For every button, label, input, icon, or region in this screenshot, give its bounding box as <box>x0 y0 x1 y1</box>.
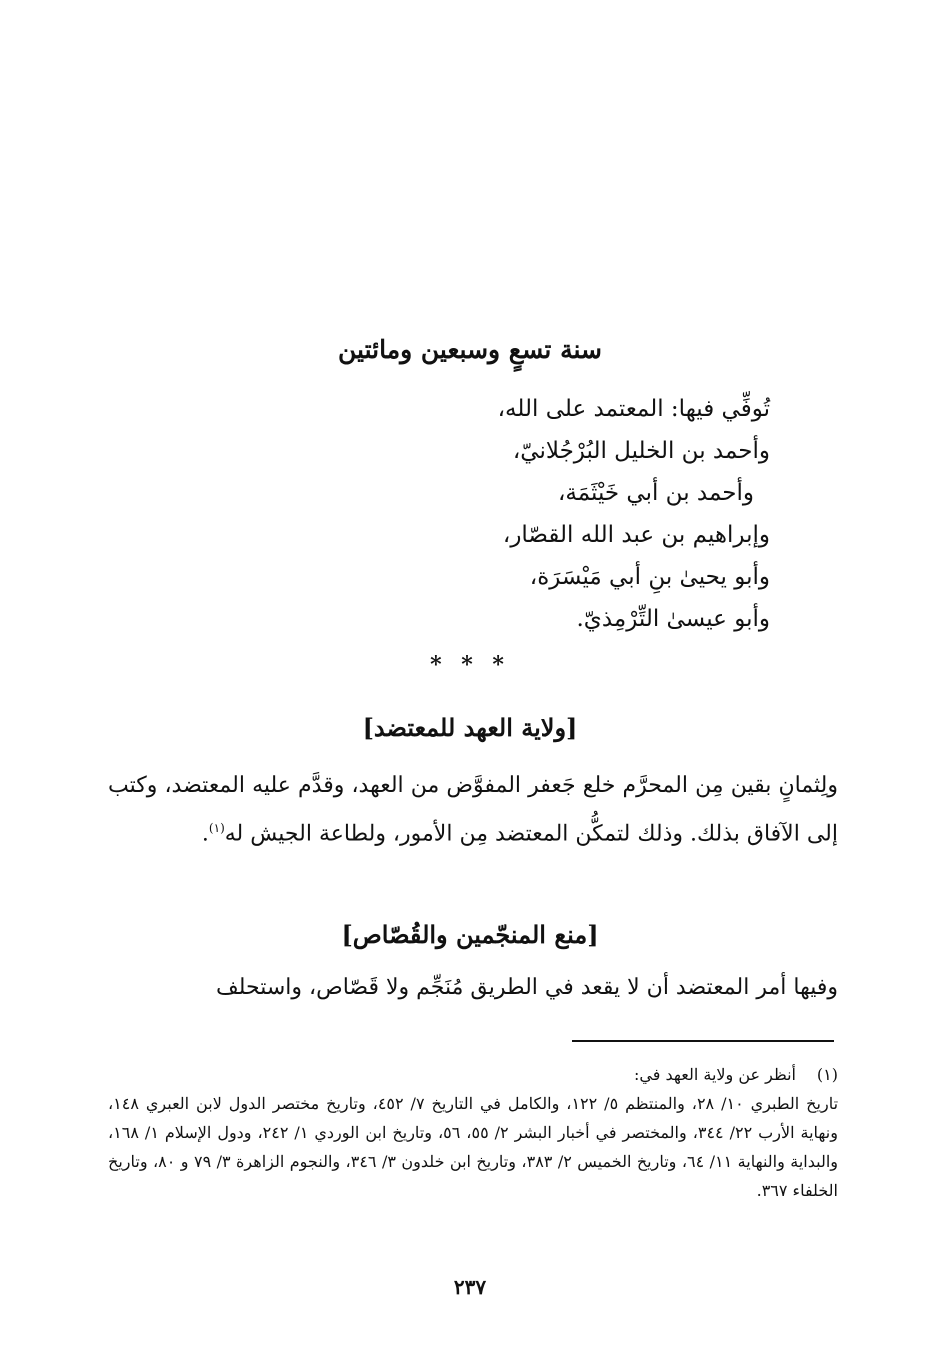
footnotes <box>108 1060 838 1205</box>
footnote-first-line <box>108 1060 838 1089</box>
body-text: ولِثمانٍ بقين مِن المحرَّم خلع جَعفر المفوَّض من العهد، وقدَّم عليه المعتضد، وكتب إلى الآفاق بذلك. وذلك لتمكُّن المعتضد مِن الأمور، ولطاعة الجيش له <box>108 773 838 847</box>
obituary-item: تُوفِّي فيها: المعتمد على الله، <box>497 396 770 422</box>
footnote-divider <box>572 1040 834 1042</box>
footnote-text: تاريخ الطبري ١٠/ ٢٨، والمنتظم ٥/ ١٢٢، والكامل في التاريخ ٧/ ٤٥٢، وتاريخ مختصر الدول لابن العبري ١٤٨، ونهاية الأرب ٢٢/ ٣٤٤، والمختصر في أخبار البشر ٢/ ٥٥، ٥٦، وتاريخ ابن الوردي ١/ ٢٤٢، ودول الإسلام ١/ ١٦٨، والبداية والنهاية ١١/ ٦٤، وتاريخ الخميس ٢/ ٣٨٣، وتاريخ ابن خلدون ٣/ ٣٤٦، والنجوم الزاهرة ٣/ ٧٩ و ٨٠، وتاريخ الخلفاء ٣٦٧. <box>108 1094 839 1200</box>
body-text-end: . <box>201 821 209 847</box>
obituary-item: وأحمد بن أبي خَيْثَمَة، <box>557 480 754 506</box>
obituary-item: وأحمد بن الخليل البُرْجُلانيّ، <box>512 438 770 464</box>
page-number: ٢٣٧ <box>453 1275 487 1299</box>
year-heading: سنة تسعٍ وسبعين ومائتين <box>338 335 602 364</box>
obituary-item: وأبو عيسىٰ التِّرْمِذيّ. <box>576 606 770 632</box>
footnote-intro: أنظر عن ولاية العهد في: <box>634 1065 796 1084</box>
obituary-item: وأبو يحيىٰ بنِ أبي مَيْسَرَة، <box>529 564 770 590</box>
footnote-number: (١) <box>816 1065 838 1084</box>
obituary-list <box>310 388 770 640</box>
section-heading-astrologers: [منع المنجّمين والقُصّاص] <box>341 920 599 949</box>
obituary-item: وإبراهيم بن عبد الله القصّار، <box>502 522 770 548</box>
section-body-astrologers: وفيها أمر المعتضد أن لا يقعد في الطريق مُنَجِّم ولا قَصّاص، واستحلف <box>215 975 838 1000</box>
section-heading-succession: [ولاية العهد للمعتضد] <box>362 713 578 742</box>
section-body-succession <box>108 765 838 855</box>
section-separator: * * * <box>430 652 510 678</box>
footnote-reference: (١) <box>208 821 225 835</box>
